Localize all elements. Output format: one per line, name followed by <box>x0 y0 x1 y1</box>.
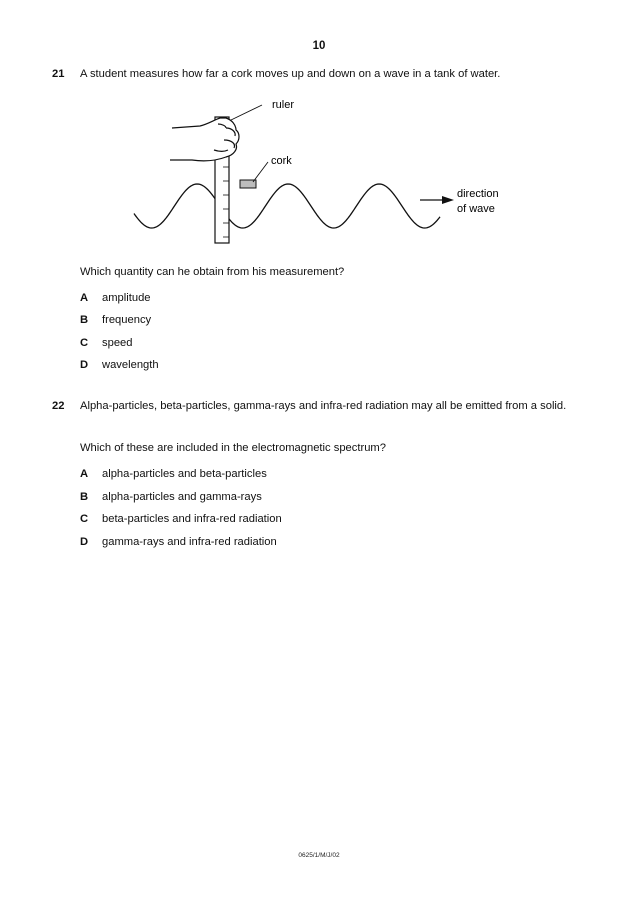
question-21-prompt: Which quantity can he obtain from his measurement? <box>80 266 345 278</box>
page-number: 10 <box>312 40 326 52</box>
option-letter: B <box>80 491 89 503</box>
direction-label-line2: of wave <box>457 203 495 215</box>
paper-code-footer: 0625/1/M/J/02 <box>298 852 340 859</box>
q21-option-a <box>80 292 151 304</box>
option-text: alpha-particles and beta-particles <box>102 468 267 480</box>
option-text: gamma-rays and infra-red radiation <box>102 536 277 548</box>
wave-cork-diagram <box>0 0 638 260</box>
option-letter: A <box>80 292 89 304</box>
q21-option-d <box>80 359 159 371</box>
option-text: beta-particles and infra-red radiation <box>102 513 282 525</box>
option-text: wavelength <box>102 359 159 371</box>
q21-option-b <box>80 314 152 326</box>
option-text: frequency <box>102 314 152 326</box>
hand-illustration <box>170 118 239 161</box>
option-letter: D <box>80 536 89 548</box>
option-letter: D <box>80 359 89 371</box>
option-letter: B <box>80 314 89 326</box>
cork-leader-line <box>253 162 268 182</box>
question-21-text: A student measures how far a cork moves up and down on a wave in a tank of water. <box>80 68 501 80</box>
direction-arrow <box>420 196 454 204</box>
direction-label-line1: direction <box>457 188 499 200</box>
question-22-text: Alpha-particles, beta-particles, gamma-rays and infra-red radiation may all be emitted from a solid. <box>80 400 567 412</box>
q22-option-a <box>80 468 267 480</box>
q21-option-c <box>80 337 133 349</box>
option-letter: C <box>80 513 89 525</box>
ruler-leader-line <box>231 105 262 120</box>
option-letter: A <box>80 468 89 480</box>
option-text: speed <box>102 337 133 349</box>
ruler-label: ruler <box>272 99 295 111</box>
cork-label: cork <box>271 155 292 167</box>
option-text: amplitude <box>102 292 151 304</box>
question-21-number: 21 <box>52 68 65 80</box>
q22-option-d <box>80 536 277 548</box>
option-letter: C <box>80 337 89 349</box>
option-text: alpha-particles and gamma-rays <box>102 491 262 503</box>
water-wave <box>134 184 440 228</box>
q22-option-b <box>80 491 262 503</box>
question-22-number: 22 <box>52 400 65 412</box>
question-22-prompt: Which of these are included in the electromagnetic spectrum? <box>80 442 386 454</box>
q22-option-c <box>80 513 282 525</box>
